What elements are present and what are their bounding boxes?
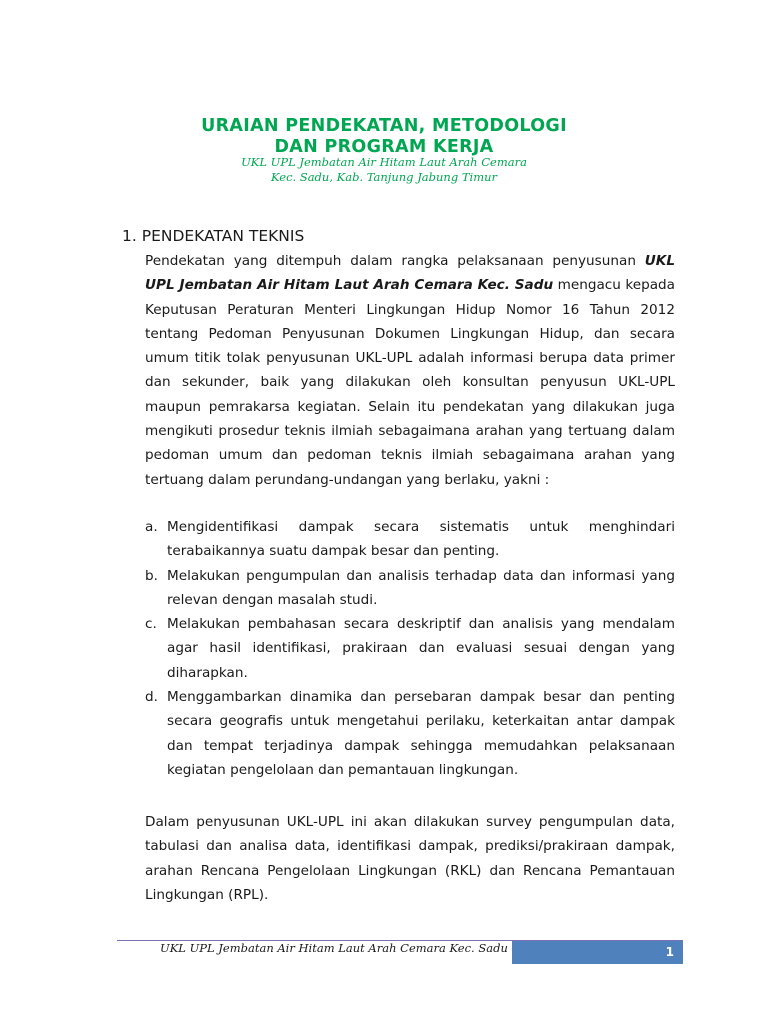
list-item — [145, 685, 675, 782]
list-item — [145, 612, 675, 685]
list-item-text: Melakukan pengumpulan dan analisis terhadap data dan informasi yang relevan dengan masalah studi. — [167, 567, 675, 608]
list-item-text: Menggambarkan dinamika dan persebaran dampak besar dan penting secara geografis untuk mengetahui perilaku, keterkaitan antar dampak dan tempat terjadinya dampak sehingga memudahkan pelaksanaan kegiatan pengelolaan dan pemantauan lingkungan. — [167, 689, 675, 778]
section-paragraph-2: Dalam penyusunan UKL-UPL ini akan dilakukan survey pengumpulan data, tabulasi dan analisa data, identifikasi dampak, prediksi/prakiraan dampak, arahan Rencana Pengelolaan Lingkungan (RKL) dan Rencana Pemantauan Lingkungan (RPL). — [145, 814, 675, 903]
paragraph-text: mengacu kepada Keputusan Peraturan Menteri Lingkungan Hidup Nomor 16 Tahun 2012 tentang Pedoman Penyusunan Dokumen Lingkungan Hidup, dan secara umum titik tolak penyusunan UKL-UPL adalah informasi berupa data primer dan sekunder, baik yang dilakukan oleh konsultan penyusun UKL-UPL maupun pemrakarsa kegiatan. Selain itu pendekatan yang dilakukan juga mengikuti prosedur teknis ilmiah sebagaimana arahan yang tertuang dalam pedoman umum dan pedoman teknis ilmiah sebagaimana arahan yang tertuang dalam perundang-undangan yang berlaku, yakni : — [145, 277, 675, 488]
document-title-line1: URAIAN PENDEKATAN, METODOLOGI — [201, 116, 567, 136]
list-item-text: Mengidentifikasi dampak secara sistematis untuk menghindari terabaikannya suatu dampak besar dan penting. — [167, 519, 675, 560]
section-paragraph-1 — [145, 249, 675, 492]
list-item — [145, 515, 675, 564]
list-marker: c. — [145, 616, 157, 633]
list-item — [145, 564, 675, 613]
document-subtitle-line2: Kec. Sadu, Kab. Tanjung Jabung Timur — [270, 170, 498, 184]
document-title-line2: DAN PROGRAM KERJA — [274, 137, 494, 157]
paragraph-text: Pendekatan yang ditempuh dalam rangka pelaksanaan penyusunan — [145, 253, 645, 269]
list-item-text: Melakukan pembahasan secara deskriptif dan analisis yang mendalam agar hasil identifikasi, prakiraan dan evaluasi sesuai dengan yang diharapkan. — [167, 616, 675, 681]
footer-text: UKL UPL Jembatan Air Hitam Laut Arah Cemara Kec. Sadu — [160, 941, 508, 955]
list-marker: b. — [145, 567, 158, 584]
project-name-emphasis: UKL UPL Jembatan Air Hitam Laut Arah Cemara Kec. Sadu — [145, 253, 675, 294]
section-heading: 1. PENDEKATAN TEKNIS — [122, 227, 305, 245]
page-number: 1 — [512, 941, 683, 964]
list-marker: a. — [145, 519, 158, 535]
document-subtitle-line1: UKL UPL Jembatan Air Hitam Laut Arah Cemara — [241, 155, 527, 169]
list-marker: d. — [145, 689, 158, 706]
approach-list — [145, 515, 675, 782]
